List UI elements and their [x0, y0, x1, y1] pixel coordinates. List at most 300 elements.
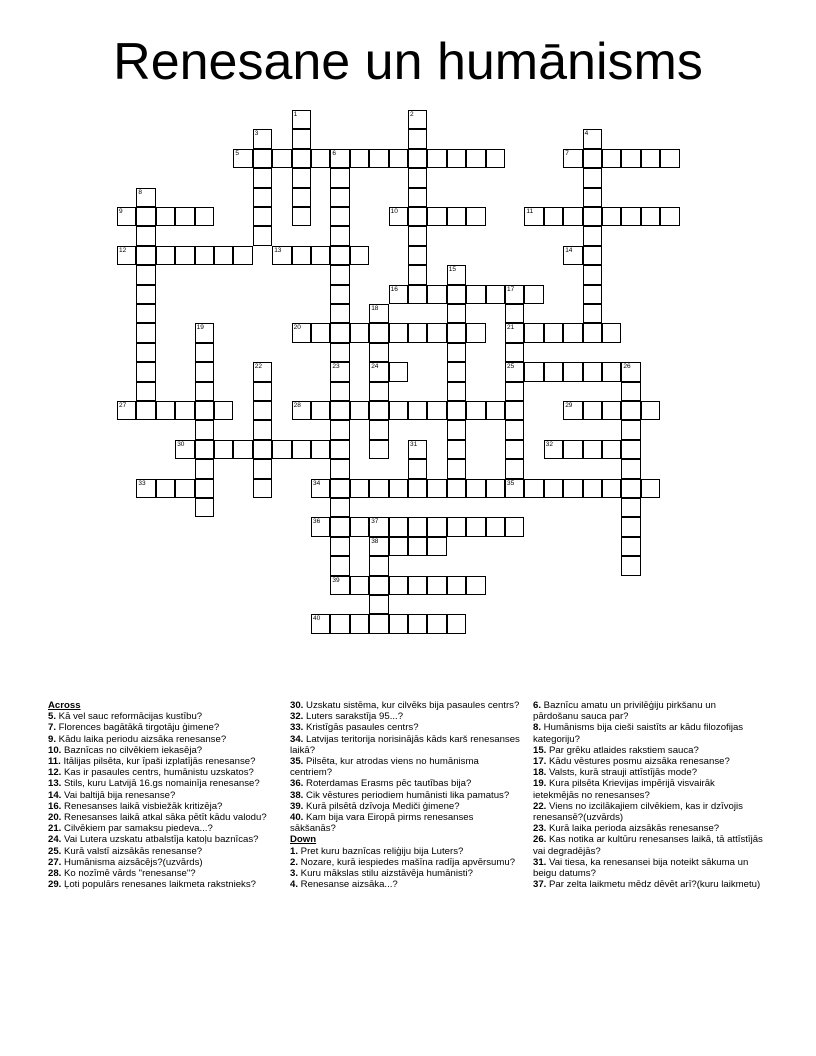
grid-cell[interactable] [408, 285, 427, 304]
grid-cell[interactable] [136, 304, 155, 323]
grid-cell[interactable] [311, 149, 330, 168]
grid-cell[interactable] [447, 614, 466, 633]
grid-cell[interactable] [408, 537, 427, 556]
grid-cell[interactable] [466, 207, 485, 226]
grid-cell[interactable] [408, 168, 427, 187]
grid-cell[interactable] [408, 188, 427, 207]
grid-cell[interactable] [466, 149, 485, 168]
grid-cell[interactable] [330, 246, 349, 265]
grid-cell[interactable] [330, 479, 349, 498]
grid-cell[interactable] [389, 401, 408, 420]
grid-cell[interactable] [583, 304, 602, 323]
grid-cell[interactable] [447, 323, 466, 342]
grid-cell[interactable] [602, 440, 621, 459]
grid-cell[interactable] [136, 285, 155, 304]
grid-cell[interactable] [136, 207, 155, 226]
grid-cell[interactable] [233, 440, 252, 459]
grid-cell[interactable] [486, 401, 505, 420]
grid-cell[interactable] [408, 459, 427, 478]
grid-cell[interactable] [350, 401, 369, 420]
clue-item [290, 812, 520, 834]
grid-cell[interactable] [583, 265, 602, 284]
grid-cell[interactable] [505, 479, 524, 498]
grid-cell[interactable] [253, 479, 272, 498]
clue-item [290, 756, 520, 778]
grid-cell[interactable] [408, 401, 427, 420]
grid-cell[interactable] [389, 362, 408, 381]
grid-cell[interactable] [466, 576, 485, 595]
grid-cell[interactable] [369, 382, 388, 401]
grid-cell[interactable] [369, 401, 388, 420]
clue-text: Valsts, kurā strauji attīstījās mode? [546, 767, 698, 779]
clue-text: Luters sarakstīja 95...? [303, 711, 404, 723]
grid-cell[interactable] [505, 323, 524, 342]
grid-cell[interactable] [175, 246, 194, 265]
grid-cell[interactable] [369, 420, 388, 439]
grid-cell[interactable] [292, 168, 311, 187]
grid-cell[interactable] [486, 479, 505, 498]
grid-cell[interactable] [195, 323, 214, 342]
grid-cell[interactable] [544, 362, 563, 381]
grid-cell[interactable] [621, 362, 640, 381]
grid-cell[interactable] [563, 246, 582, 265]
clue-text: Ļoti populārs renesanes laikmeta rakstnieks? [61, 879, 256, 891]
grid-cell[interactable] [195, 401, 214, 420]
grid-cell[interactable] [602, 362, 621, 381]
grid-cell[interactable] [350, 323, 369, 342]
grid-cell[interactable] [369, 149, 388, 168]
clue-item [533, 756, 763, 767]
clue-item [533, 778, 763, 800]
grid-cell[interactable] [253, 188, 272, 207]
grid-cell[interactable] [408, 265, 427, 284]
grid-cell[interactable] [292, 188, 311, 207]
clue-number: 40. [290, 812, 304, 824]
grid-cell[interactable] [136, 479, 155, 498]
grid-cell[interactable] [311, 440, 330, 459]
grid-cell[interactable] [505, 440, 524, 459]
grid-cell[interactable] [195, 362, 214, 381]
grid-cell[interactable] [427, 537, 446, 556]
grid-cell[interactable] [524, 285, 543, 304]
grid-cell[interactable] [311, 401, 330, 420]
grid-cell[interactable] [272, 246, 291, 265]
grid-cell[interactable] [583, 149, 602, 168]
grid-cell[interactable] [583, 246, 602, 265]
grid-cell[interactable] [253, 362, 272, 381]
grid-cell[interactable] [563, 323, 582, 342]
grid-cell[interactable] [136, 401, 155, 420]
grid-cell[interactable] [466, 479, 485, 498]
grid-cell[interactable] [350, 614, 369, 633]
grid-cell[interactable] [195, 382, 214, 401]
grid-cell[interactable] [583, 168, 602, 187]
grid-cell[interactable] [136, 382, 155, 401]
grid-cell[interactable] [602, 207, 621, 226]
grid-cell[interactable] [330, 556, 349, 575]
grid-cell[interactable] [408, 614, 427, 633]
grid-cell[interactable] [330, 440, 349, 459]
grid-cell[interactable] [195, 420, 214, 439]
grid-cell[interactable] [505, 304, 524, 323]
grid-cell[interactable] [447, 401, 466, 420]
grid-cell[interactable] [486, 285, 505, 304]
grid-cell[interactable] [330, 498, 349, 517]
grid-cell[interactable] [156, 207, 175, 226]
clue-item [533, 722, 763, 744]
grid-cell[interactable] [486, 149, 505, 168]
grid-cell[interactable] [408, 440, 427, 459]
grid-cell[interactable] [330, 614, 349, 633]
grid-cell[interactable] [583, 440, 602, 459]
clues-column-1 [48, 700, 278, 890]
grid-cell[interactable] [272, 149, 291, 168]
cell-number: 2 [410, 111, 414, 118]
grid-cell[interactable] [253, 168, 272, 187]
grid-cell[interactable] [253, 382, 272, 401]
grid-cell[interactable] [175, 440, 194, 459]
grid-cell[interactable] [369, 556, 388, 575]
grid-cell[interactable] [447, 479, 466, 498]
grid-cell[interactable] [330, 576, 349, 595]
grid-cell[interactable] [505, 420, 524, 439]
grid-cell[interactable] [447, 440, 466, 459]
grid-cell[interactable] [447, 304, 466, 323]
grid-cell[interactable] [292, 323, 311, 342]
grid-cell[interactable] [389, 517, 408, 536]
clue-text: Par grēku atlaides rakstiem sauca? [546, 744, 699, 756]
grid-cell[interactable] [350, 149, 369, 168]
grid-cell[interactable] [621, 517, 640, 536]
grid-cell[interactable] [427, 149, 446, 168]
grid-cell[interactable] [621, 459, 640, 478]
clue-text: Kuru mākslas stilu aizstāvēja humānisti? [298, 868, 473, 880]
clue-item [48, 857, 278, 868]
grid-cell[interactable] [369, 440, 388, 459]
grid-cell[interactable] [505, 517, 524, 536]
grid-cell[interactable] [253, 420, 272, 439]
grid-cell[interactable] [330, 226, 349, 245]
grid-cell[interactable] [583, 129, 602, 148]
cell-number: 26 [623, 363, 631, 371]
grid-cell[interactable] [466, 323, 485, 342]
grid-cell[interactable] [641, 207, 660, 226]
grid-cell[interactable] [136, 362, 155, 381]
grid-cell[interactable] [156, 401, 175, 420]
grid-cell[interactable] [136, 188, 155, 207]
grid-cell[interactable] [253, 226, 272, 245]
grid-cell[interactable] [408, 207, 427, 226]
grid-cell[interactable] [505, 285, 524, 304]
grid-cell[interactable] [602, 149, 621, 168]
grid-cell[interactable] [447, 285, 466, 304]
clue-item [533, 857, 763, 879]
clue-number: 18. [533, 767, 547, 779]
grid-cell[interactable] [369, 362, 388, 381]
grid-cell[interactable] [389, 576, 408, 595]
grid-cell[interactable] [272, 440, 291, 459]
grid-cell[interactable] [389, 149, 408, 168]
grid-cell[interactable] [583, 479, 602, 498]
grid-cell[interactable] [350, 246, 369, 265]
grid-cell[interactable] [447, 382, 466, 401]
grid-cell[interactable] [621, 440, 640, 459]
grid-cell[interactable] [253, 440, 272, 459]
grid-cell[interactable] [292, 110, 311, 129]
grid-cell[interactable] [311, 517, 330, 536]
grid-cell[interactable] [583, 401, 602, 420]
grid-cell[interactable] [583, 285, 602, 304]
grid-cell[interactable] [447, 362, 466, 381]
grid-cell[interactable] [466, 401, 485, 420]
grid-cell[interactable] [369, 304, 388, 323]
grid-cell[interactable] [136, 226, 155, 245]
grid-cell[interactable] [583, 188, 602, 207]
grid-cell[interactable] [350, 576, 369, 595]
grid-cell[interactable] [253, 207, 272, 226]
grid-cell[interactable] [447, 343, 466, 362]
grid-cell[interactable] [330, 285, 349, 304]
grid-cell[interactable] [330, 362, 349, 381]
grid-cell[interactable] [330, 265, 349, 284]
grid-cell[interactable] [311, 323, 330, 342]
grid-cell[interactable] [427, 285, 446, 304]
grid-cell[interactable] [408, 517, 427, 536]
clue-number: 9. [48, 733, 57, 745]
grid-cell[interactable] [233, 149, 252, 168]
grid-cell[interactable] [175, 207, 194, 226]
grid-cell[interactable] [408, 576, 427, 595]
grid-cell[interactable] [524, 207, 543, 226]
grid-cell[interactable] [330, 188, 349, 207]
grid-cell[interactable] [253, 459, 272, 478]
clue-text: Par zelta laikmetu mēdz dēvēt arī?(kuru laikmetu) [546, 879, 761, 891]
grid-cell[interactable] [621, 382, 640, 401]
grid-cell[interactable] [175, 479, 194, 498]
grid-cell[interactable] [350, 517, 369, 536]
grid-cell[interactable] [486, 517, 505, 536]
grid-cell[interactable] [369, 323, 388, 342]
grid-cell[interactable] [408, 246, 427, 265]
grid-cell[interactable] [563, 207, 582, 226]
grid-cell[interactable] [641, 401, 660, 420]
grid-cell[interactable] [214, 440, 233, 459]
grid-cell[interactable] [447, 576, 466, 595]
clue-text: Kas ir pasaules centrs, humānistu uzskatos? [61, 767, 254, 779]
grid-cell[interactable] [330, 343, 349, 362]
grid-cell[interactable] [369, 517, 388, 536]
grid-cell[interactable] [602, 401, 621, 420]
grid-cell[interactable] [330, 420, 349, 439]
grid-cell[interactable] [369, 614, 388, 633]
grid-cell[interactable] [292, 246, 311, 265]
grid-cell[interactable] [563, 440, 582, 459]
clue-number: 1. [290, 845, 299, 857]
grid-cell[interactable] [195, 459, 214, 478]
grid-cell[interactable] [505, 401, 524, 420]
grid-cell[interactable] [408, 110, 427, 129]
grid-cell[interactable] [389, 285, 408, 304]
grid-cell[interactable] [136, 265, 155, 284]
grid-cell[interactable] [156, 246, 175, 265]
grid-cell[interactable] [136, 246, 155, 265]
grid-cell[interactable] [427, 517, 446, 536]
grid-cell[interactable] [524, 323, 543, 342]
grid-cell[interactable] [389, 207, 408, 226]
grid-cell[interactable] [369, 595, 388, 614]
grid-cell[interactable] [311, 246, 330, 265]
grid-cell[interactable] [621, 149, 640, 168]
clue-number: 2. [290, 856, 299, 868]
grid-cell[interactable] [330, 459, 349, 478]
grid-cell[interactable] [505, 459, 524, 478]
grid-cell[interactable] [544, 207, 563, 226]
grid-cell[interactable] [602, 323, 621, 342]
grid-cell[interactable] [447, 265, 466, 284]
grid-cell[interactable] [427, 576, 446, 595]
grid-cell[interactable] [369, 343, 388, 362]
grid-cell[interactable] [447, 420, 466, 439]
grid-cell[interactable] [214, 401, 233, 420]
grid-cell[interactable] [369, 576, 388, 595]
grid-cell[interactable] [563, 401, 582, 420]
cell-number: 4 [584, 130, 589, 138]
clue-item [290, 879, 520, 890]
grid-cell[interactable] [330, 382, 349, 401]
grid-cell[interactable] [466, 517, 485, 536]
grid-cell[interactable] [408, 149, 427, 168]
grid-cell[interactable] [583, 226, 602, 245]
grid-cell[interactable] [447, 459, 466, 478]
grid-cell[interactable] [195, 343, 214, 362]
clue-item [533, 834, 763, 856]
clue-number: 30. [290, 700, 304, 711]
grid-cell[interactable] [583, 362, 602, 381]
grid-cell[interactable] [330, 323, 349, 342]
grid-cell[interactable] [563, 149, 582, 168]
grid-cell[interactable] [621, 537, 640, 556]
grid-cell[interactable] [350, 479, 369, 498]
grid-cell[interactable] [389, 537, 408, 556]
grid-cell[interactable] [369, 479, 388, 498]
grid-cell[interactable] [427, 207, 446, 226]
grid-cell[interactable] [583, 207, 602, 226]
grid-cell[interactable] [621, 207, 640, 226]
grid-cell[interactable] [389, 614, 408, 633]
grid-cell[interactable] [408, 479, 427, 498]
grid-cell[interactable] [408, 129, 427, 148]
grid-cell[interactable] [195, 440, 214, 459]
clue-number: 15. [533, 744, 547, 756]
grid-cell[interactable] [117, 246, 136, 265]
grid-cell[interactable] [621, 401, 640, 420]
grid-cell[interactable] [369, 537, 388, 556]
grid-cell[interactable] [292, 129, 311, 148]
grid-cell[interactable] [427, 323, 446, 342]
grid-cell[interactable] [389, 479, 408, 498]
grid-cell[interactable] [408, 226, 427, 245]
grid-cell[interactable] [292, 207, 311, 226]
clue-number: 22. [533, 800, 547, 812]
clue-text: Humānisma aizsācējs?(uzvārds) [61, 856, 203, 868]
grid-cell[interactable] [330, 517, 349, 536]
grid-cell[interactable] [292, 440, 311, 459]
grid-cell[interactable] [466, 285, 485, 304]
grid-cell[interactable] [253, 149, 272, 168]
grid-cell[interactable] [195, 246, 214, 265]
grid-cell[interactable] [602, 479, 621, 498]
grid-cell[interactable] [253, 401, 272, 420]
grid-cell[interactable] [117, 401, 136, 420]
grid-cell[interactable] [621, 498, 640, 517]
grid-cell[interactable] [563, 479, 582, 498]
grid-cell[interactable] [408, 323, 427, 342]
clue-item [290, 857, 520, 868]
grid-cell[interactable] [330, 304, 349, 323]
grid-cell[interactable] [311, 614, 330, 633]
grid-cell[interactable] [156, 479, 175, 498]
grid-cell[interactable] [621, 556, 640, 575]
grid-cell[interactable] [311, 479, 330, 498]
grid-cell[interactable] [195, 479, 214, 498]
grid-cell[interactable] [389, 323, 408, 342]
grid-cell[interactable] [330, 537, 349, 556]
grid-cell[interactable] [175, 401, 194, 420]
grid-cell[interactable] [195, 207, 214, 226]
grid-cell[interactable] [117, 207, 136, 226]
grid-cell[interactable] [505, 382, 524, 401]
grid-cell[interactable] [621, 479, 640, 498]
grid-cell[interactable] [544, 440, 563, 459]
grid-cell[interactable] [447, 149, 466, 168]
grid-cell[interactable] [136, 323, 155, 342]
grid-cell[interactable] [292, 149, 311, 168]
grid-cell[interactable] [330, 401, 349, 420]
grid-cell[interactable] [330, 168, 349, 187]
clue-text: Renesanses laikā atkal sāka pētīt kādu valodu? [61, 812, 267, 824]
grid-cell[interactable] [660, 149, 679, 168]
grid-cell[interactable] [544, 323, 563, 342]
grid-cell[interactable] [544, 479, 563, 498]
grid-cell[interactable] [427, 479, 446, 498]
grid-cell[interactable] [524, 479, 543, 498]
grid-cell[interactable] [427, 614, 446, 633]
grid-cell[interactable] [447, 517, 466, 536]
clue-item [48, 711, 278, 722]
grid-cell[interactable] [505, 343, 524, 362]
grid-cell[interactable] [563, 362, 582, 381]
grid-cell[interactable] [136, 343, 155, 362]
grid-cell[interactable] [292, 401, 311, 420]
grid-cell[interactable] [660, 207, 679, 226]
grid-cell[interactable] [583, 323, 602, 342]
grid-cell[interactable] [524, 362, 543, 381]
grid-cell[interactable] [427, 401, 446, 420]
grid-cell[interactable] [621, 420, 640, 439]
grid-cell[interactable] [214, 246, 233, 265]
grid-cell[interactable] [330, 149, 349, 168]
grid-cell[interactable] [641, 479, 660, 498]
grid-cell[interactable] [447, 207, 466, 226]
grid-cell[interactable] [253, 129, 272, 148]
grid-cell[interactable] [195, 498, 214, 517]
clue-item [290, 801, 520, 812]
grid-cell[interactable] [505, 362, 524, 381]
grid-cell[interactable] [330, 207, 349, 226]
grid-cell[interactable] [641, 149, 660, 168]
grid-cell[interactable] [233, 246, 252, 265]
down-clue-list-cont [533, 700, 763, 890]
